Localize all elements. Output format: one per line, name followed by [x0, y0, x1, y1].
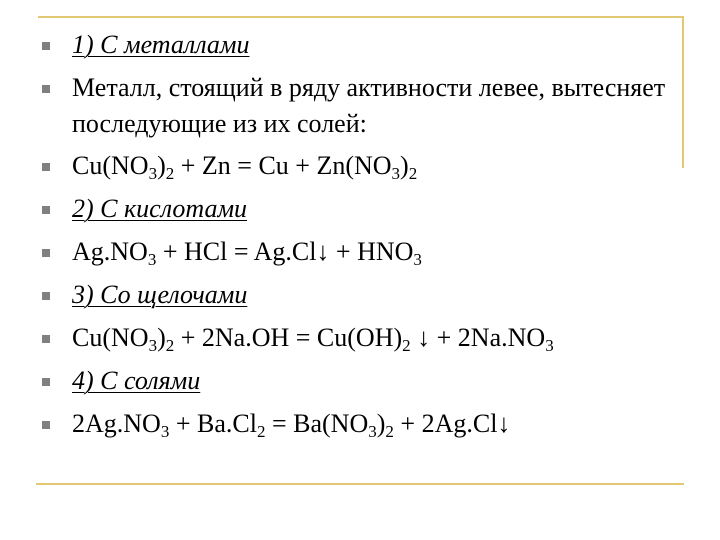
- frame-bottom-line: [36, 483, 684, 485]
- subscript: 2: [402, 336, 411, 355]
- formula-text: = Ba(NO: [265, 409, 369, 438]
- formula-text: + HCl = Ag.Cl↓ + HNO: [156, 237, 414, 266]
- subscript: 2: [165, 164, 175, 183]
- list-item: [40, 320, 670, 356]
- rule-text: Металл, стоящий в ряду активности левее, вытесняет последующие из их солей:: [72, 73, 666, 138]
- formula-text: + 2Ag.Cl↓: [393, 409, 511, 438]
- equation-alkalis: [72, 323, 554, 355]
- square-bullet-icon: [42, 249, 50, 257]
- list-item: [40, 148, 670, 184]
- subscript: 3: [391, 164, 401, 183]
- formula-text: ): [157, 323, 166, 352]
- square-bullet-icon: [42, 378, 50, 386]
- list-item: [40, 363, 670, 399]
- subscript: 3: [368, 422, 377, 441]
- section-heading-alkalis: 3) Со щелочами: [72, 280, 248, 309]
- formula-text: ↓ + 2Na.NO: [410, 323, 546, 352]
- subscript: 3: [545, 336, 554, 355]
- equation-acids: [72, 237, 422, 269]
- square-bullet-icon: [42, 206, 50, 214]
- section-heading-acids: 2) С кислотами: [72, 194, 248, 223]
- subscript: 3: [148, 164, 158, 183]
- formula-text: Cu(NO: [72, 323, 149, 352]
- subscript: 3: [147, 250, 157, 269]
- list-item: [40, 406, 670, 442]
- frame-right-line: [682, 16, 684, 168]
- formula-text: ): [376, 409, 386, 438]
- section-heading-metals: 1) С металлами: [72, 30, 250, 59]
- square-bullet-icon: [42, 421, 50, 429]
- equation-metals: [72, 151, 418, 183]
- formula-text: 2Ag.NO: [72, 409, 161, 438]
- formula-text: Cu(NO: [72, 151, 149, 180]
- bullet-list: [40, 27, 670, 449]
- list-item: [40, 27, 670, 63]
- list-item: [40, 234, 670, 270]
- subscript: 3: [160, 422, 170, 441]
- subscript: 3: [148, 336, 158, 355]
- formula-text: + Ba.Cl: [169, 409, 257, 438]
- list-item: [40, 70, 670, 142]
- list-item: [40, 191, 670, 227]
- frame-top-line: [38, 16, 684, 18]
- square-bullet-icon: [42, 85, 50, 93]
- subscript: 2: [165, 336, 175, 355]
- square-bullet-icon: [42, 335, 50, 343]
- formula-text: + Zn = Cu + Zn(NO: [174, 151, 392, 180]
- square-bullet-icon: [42, 292, 50, 300]
- equation-salts: [72, 409, 511, 441]
- subscript: 2: [385, 422, 394, 441]
- formula-text: Ag.NO: [72, 237, 148, 266]
- formula-text: ): [157, 151, 166, 180]
- subscript: 2: [408, 164, 418, 183]
- section-heading-salts: 4) С солями: [72, 366, 201, 395]
- subscript: 3: [413, 250, 422, 269]
- list-item: [40, 277, 670, 313]
- square-bullet-icon: [42, 42, 50, 50]
- formula-text: + 2Na.OH = Cu(OH): [174, 323, 403, 352]
- subscript: 2: [256, 422, 266, 441]
- formula-text: ): [400, 151, 409, 180]
- square-bullet-icon: [42, 163, 50, 171]
